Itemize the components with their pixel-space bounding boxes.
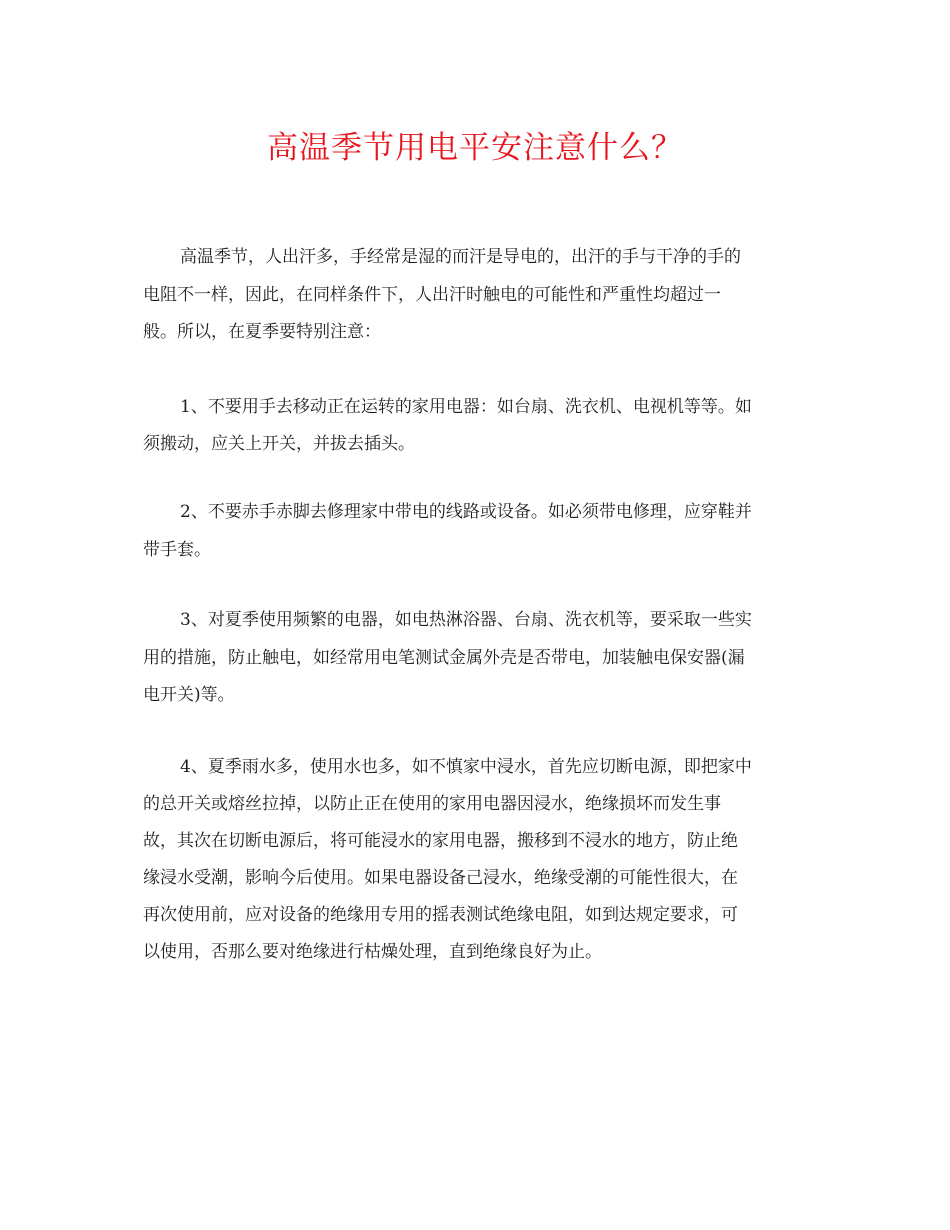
paragraph-item-4-line: 缘浸水受潮，影响今后使用。如果电器设备己浸水，绝缘受潮的可能性很大，在 bbox=[143, 868, 738, 888]
paragraph-item-2-line: 带手套。 bbox=[143, 540, 211, 560]
paragraph-item-1-line: 须搬动，应关上开关，并拔去插头。 bbox=[143, 434, 415, 454]
paragraph-intro-line: 电阻不一样，因此，在同样条件下，人出汗时触电的可能性和严重性均超过一 bbox=[143, 285, 721, 305]
paragraph-item-3-line: 电开关)等。 bbox=[143, 685, 235, 705]
paragraph-item-4-line: 以使用，否那么要对绝缘进行枯燥处理，直到绝缘良好为止。 bbox=[143, 942, 602, 962]
paragraph-item-4-line: 再次使用前，应对设备的绝缘用专用的摇表测试绝缘电阻，如到达规定要求，可 bbox=[143, 905, 738, 925]
paragraph-intro-line: 高温季节，人出汗多，手经常是湿的而汗是导电的，出汗的手与干净的手的 bbox=[180, 247, 741, 267]
paragraph-item-4-line: 的总开关或熔丝拉掉，以防止正在使用的家用电器因浸水，绝缘损坏而发生事 bbox=[143, 794, 721, 814]
paragraph-item-3-line: 用的措施，防止触电，如经常用电笔测试金属外壳是否带电，加装触电保安器(漏 bbox=[143, 648, 745, 668]
document-title: 高温季节用电平安注意什么？ bbox=[267, 130, 683, 166]
paragraph-item-1-line: 1、不要用手去移动正在运转的家用电器：如台扇、洗衣机、电视机等等。如 bbox=[180, 397, 752, 417]
paragraph-item-3-line: 3、对夏季使用频繁的电器，如电热淋浴器、台扇、洗衣机等，要采取一些实 bbox=[180, 610, 752, 630]
paragraph-item-4-line: 4、夏季雨水多，使用水也多，如不慎家中浸水，首先应切断电源，即把家中 bbox=[180, 757, 752, 777]
paragraph-item-4-line: 故，其次在切断电源后，将可能浸水的家用电器，搬移到不浸水的地方，防止绝 bbox=[143, 831, 738, 851]
paragraph-item-2-line: 2、不要赤手赤脚去修理家中带电的线路或设备。如必须带电修理，应穿鞋并 bbox=[180, 502, 752, 522]
paragraph-intro-line: 般。所以，在夏季要特别注意： bbox=[143, 322, 381, 342]
